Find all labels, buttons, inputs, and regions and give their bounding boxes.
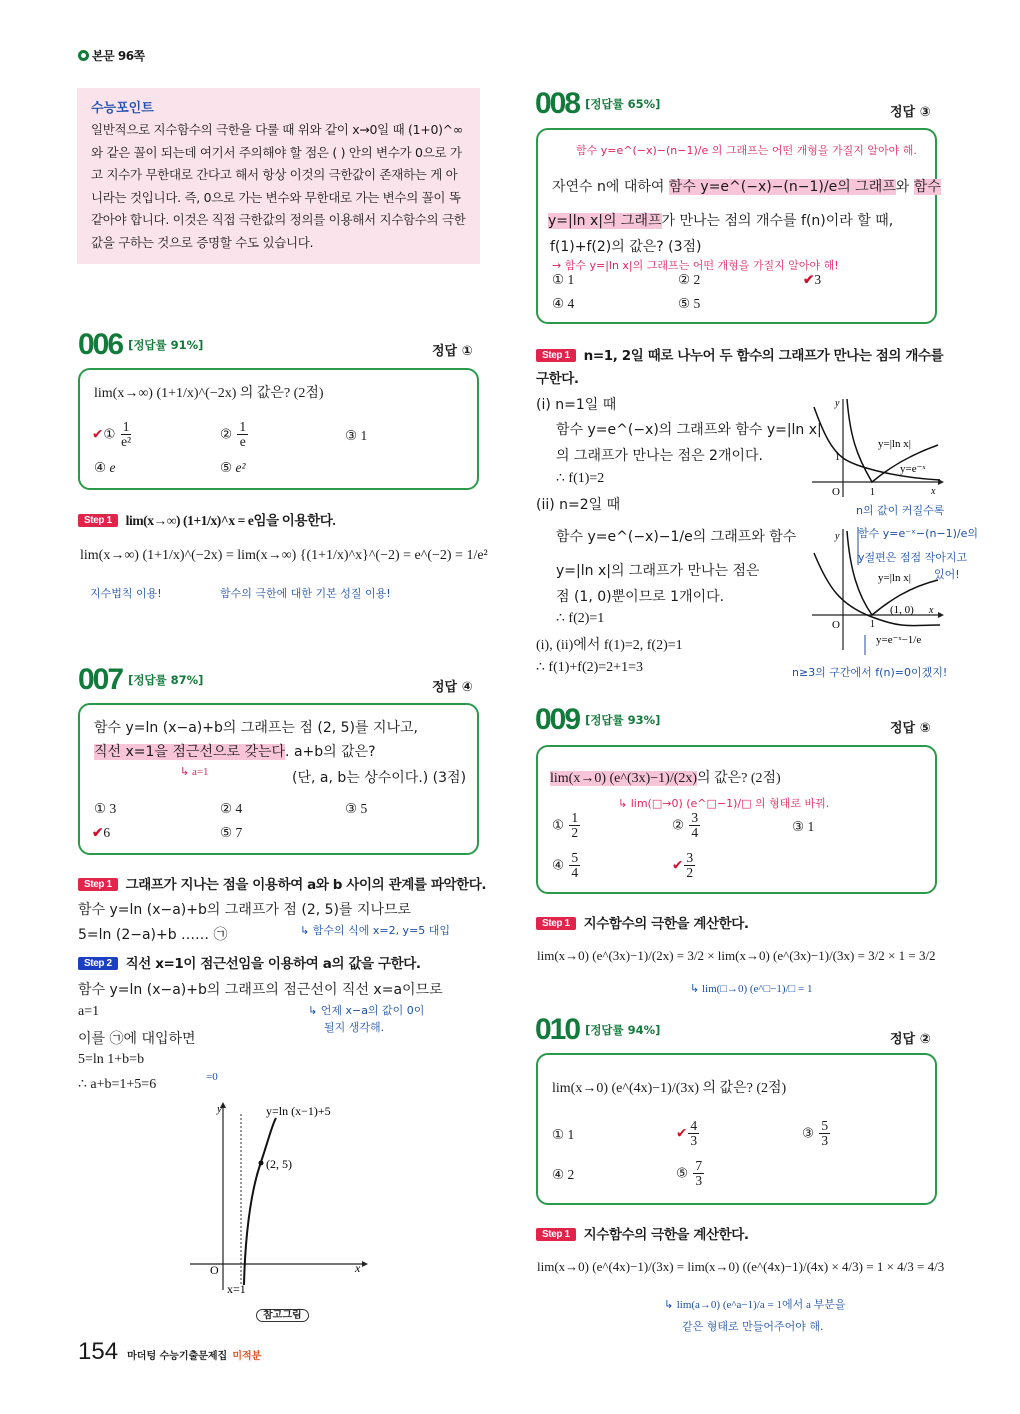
problem-008-header: 008 [정답률 65%] (535, 87, 661, 120)
step-badge: Step 1 (78, 514, 118, 527)
annotation: 같은 형태로 만들어주어야 해. (682, 1320, 824, 1333)
reference-text: 본문 96쪽 (92, 49, 145, 63)
annotation: 함수 y=e⁻ˣ−(n−1)/e의 (858, 527, 979, 540)
svg-text:1: 1 (870, 619, 875, 630)
point-label: (2, 5) (266, 1157, 292, 1171)
problem-009-header: 009 [정답률 93%] (535, 703, 661, 736)
problem-006-box (78, 368, 479, 490)
step-1-heading-cont: 구한다. (536, 371, 579, 387)
problem-008-box (536, 128, 941, 324)
annotation: n≥3의 구간에서 f(n)=0이겠지! (792, 666, 948, 679)
tip-text: 일반적으로 지수함수의 극한을 다룰 때 위와 같이 x→0일 때 (1+0)^∞ 와 같은 꼴이 되는데 여기서 주의해야 할 점은 ( ) 안의 변수가 0으로 가고 지수가 무한대로 간다고 해서 항상 이것의 극한값이 존재하는 게 아니라는 것입니다. 즉, 0으로 가는 변수와 무한대로 가는 변수의 꼴이 똑같아야 합니다. 이것은 직접 극한값의 정의를 이용해서 지수함수의 극한값을 구하는 것으로 증명할 수도 있습니다. (91, 122, 466, 250)
annotation: ↳ a=1 (180, 766, 209, 778)
choice-1[interactable]: ① $\frac{1}{2}$ (552, 810, 579, 841)
choice-4[interactable]: ④ 2 (552, 1167, 575, 1182)
graph-n2 (810, 525, 945, 655)
choice-2[interactable]: ② 4 (220, 801, 243, 816)
solution-line: ∴ f(1)+f(2)=2+1=3 (536, 660, 643, 675)
choice-2[interactable]: ② $\frac{1}{e}$ (220, 419, 247, 450)
choice-3[interactable]: ✔3 (803, 272, 822, 287)
reference-graph-007 (190, 1100, 370, 1300)
check-mark-icon: ✔ (803, 272, 815, 287)
annotation: ↳ lim(□→0) (e^□−1)/□ 의 형태로 바꿔. (618, 797, 830, 810)
choice-1[interactable]: ① 1 (552, 272, 575, 287)
question-text: y=|ln x|의 그래프가 만나는 점의 개수를 f(n)이라 할 때, (548, 213, 894, 229)
choice-1[interactable]: ① 1 (552, 1127, 575, 1142)
choice-4[interactable]: ④ $\frac{5}{4}$ (552, 850, 579, 881)
step-2-heading: Step 2 직선 x=1이 점근선임을 이용하여 a의 값을 구한다. (78, 952, 421, 972)
tip-title: 수능포인트 (91, 101, 154, 116)
annotation: ↳ lim(□→0) (e^□−1)/□ = 1 (690, 983, 813, 995)
svg-text:1: 1 (870, 487, 875, 498)
choice-2[interactable]: ② 2 (678, 272, 701, 287)
svg-text:O: O (832, 619, 840, 631)
svg-text:y=e⁻ˣ−1/e: y=e⁻ˣ−1/e (876, 634, 922, 646)
choice-2[interactable]: ✔ $\frac{4}{3}$ (676, 1118, 698, 1149)
solution-line: (i) n=1일 때 (536, 397, 617, 413)
choice-2[interactable]: ② $\frac{3}{4}$ (672, 810, 699, 841)
svg-text:y=e⁻ˣ: y=e⁻ˣ (900, 463, 926, 475)
choice-5[interactable]: ⑤ 5 (678, 296, 701, 311)
question-text: 직선 x=1을 점근선으로 갖는다. a+b의 값은? (94, 744, 376, 760)
choice-3[interactable]: ③ 1 (792, 819, 815, 834)
tip-box (77, 88, 480, 264)
choice-3[interactable]: ③ 1 (345, 428, 368, 443)
choice-5[interactable]: ✔ $\frac{3}{2}$ (672, 850, 694, 881)
annotation: n의 값이 커질수록 (856, 504, 945, 517)
svg-text:(1, 0): (1, 0) (890, 604, 914, 616)
annotation: 함수 y=e^(−x)−(n−1)/e 의 그래프는 어떤 개형을 가질지 알아야 해. (576, 144, 917, 157)
choice-1[interactable]: ✔① $\frac{1}{\text{e²}}$ (92, 419, 132, 450)
annotation: 될지 생각해. (324, 1021, 385, 1034)
book-title: 마더텅 수능기출문제집 (127, 1351, 228, 1362)
problem-010-header: 010 [정답률 94%] (535, 1013, 661, 1046)
page-reference (78, 47, 145, 64)
choice-3[interactable]: ③ $\frac{5}{3}$ (802, 1118, 829, 1149)
question-text: 함수 y=ln (x−a)+b의 그래프는 점 (2, 5)를 지나고, (94, 720, 418, 736)
svg-text:x: x (929, 605, 934, 616)
annotation: ↳ lim(a→0) (e^a−1)/a = 1에서 a 부분을 (664, 1298, 846, 1311)
step-1-heading: Step 1 지수함수의 극한을 계산한다. (536, 912, 749, 932)
equation: lim(x→0) (e^(4x)−1)/(3x) = lim(x→0) ((e^(4x)−1)/(4x) × 4/3) = 1 × 4/3 = 4/3 (537, 1259, 945, 1274)
svg-text:y: y (835, 531, 840, 542)
x-axis-arrow (362, 1261, 368, 1267)
answer-label: 정답 ① (432, 344, 473, 359)
solution-line: 5=ln (2−a)+b …… ㉠ (78, 927, 228, 943)
svg-text:O: O (832, 486, 840, 498)
svg-text:y=|ln x|: y=|ln x| (878, 572, 911, 584)
annotation: 있어! (934, 568, 960, 581)
point-marker (259, 1161, 264, 1166)
solution-line: (ii) n=2일 때 (536, 497, 621, 513)
solution-line: ∴ a+b=1+5=6 (78, 1077, 157, 1092)
solution-line: 의 그래프가 만나는 점은 2개이다. (556, 448, 763, 464)
choice-1[interactable]: ① 3 (94, 801, 117, 816)
annotation: 함수의 극한에 대한 기본 성질 이용! (220, 587, 391, 600)
annotation: y절편은 점점 작아지고 (858, 551, 968, 564)
annotation: → 함수 y=|ln x|의 그래프는 어떤 개형을 가질지 알아야 해! (552, 259, 839, 272)
x-label: x (355, 1261, 361, 1275)
solution-line: 함수 y=ln (x−a)+b의 그래프의 점근선이 직선 x=a이므로 (78, 982, 443, 998)
check-mark-icon: ✔ (92, 825, 104, 840)
solution-line: a=1 (78, 1004, 100, 1019)
question-text: f(1)+f(2)의 값은? (3점) (550, 239, 702, 255)
problem-010-box (536, 1053, 937, 1205)
solution-line: 함수 y=e^(−x)−1/e의 그래프와 함수 (556, 529, 797, 545)
log-curve (244, 1118, 276, 1285)
solution-line: y=|ln x|의 그래프가 만나는 점은 (556, 563, 760, 579)
answer-label: 정답 ③ (890, 105, 931, 120)
svg-text:y: y (835, 398, 840, 409)
annotation: ↳ 언제 x−a의 값이 0이 (308, 1004, 425, 1017)
graph-n1 (810, 395, 945, 500)
y-label: y (217, 1103, 222, 1115)
solution-line: 함수 y=ln (x−a)+b의 그래프가 점 (2, 5)를 지나므로 (78, 902, 412, 918)
curve-label: y=ln (x−1)+5 (266, 1104, 331, 1118)
origin-label: O (210, 1263, 219, 1277)
solution-line: ∴ f(2)=1 (556, 611, 605, 626)
annotation: ↳ 함수의 식에 x=2, y=5 대입 (300, 924, 451, 937)
svg-text:y=|ln x|: y=|ln x| (878, 438, 911, 450)
asymptote-label: x=1 (227, 1282, 246, 1296)
choice-4[interactable]: ✔6 (92, 825, 111, 840)
problem-009-box (536, 745, 937, 894)
equation: lim(x→∞) (1+1/x)^(−2x) = lim(x→∞) {(1+1/x)^x}^(−2) = e^(−2) = 1/e² (80, 548, 488, 563)
check-mark-icon: ✔ (676, 1125, 688, 1142)
solution-line: ∴ f(1)=2 (556, 471, 605, 486)
step-1-heading: Step 1 n=1, 2일 때로 나누어 두 함수의 그래프가 만나는 점의 개수를 (536, 344, 943, 364)
choice-4[interactable]: ④ e (94, 460, 116, 475)
solution-line: 함수 y=e^(−x)의 그래프와 함수 y=|ln x| (556, 422, 822, 438)
question-condition: (단, a, b는 상수이다.) (3점) (292, 770, 467, 786)
solution-line: 점 (1, 0)뿐이므로 1개이다. (556, 589, 725, 605)
step-1-heading: Step 1 lim(x→∞) (1+1/x)^x = e임을 이용한다. (78, 509, 335, 529)
choice-5[interactable]: ⑤ $\frac{7}{3}$ (676, 1158, 703, 1189)
annotation: =0 (206, 1071, 218, 1083)
svg-text:1: 1 (835, 452, 840, 463)
circle-bullet-icon (78, 50, 89, 61)
problem-007-header: 007 [정답률 87%] (78, 663, 204, 696)
problem-007-box (78, 703, 479, 855)
choice-4[interactable]: ④ 4 (552, 296, 575, 311)
answer-label: 정답 ② (890, 1032, 931, 1047)
svg-text:x: x (931, 486, 936, 497)
choice-5[interactable]: ⑤ 7 (220, 825, 243, 840)
reference-figure-tag: 참고그림 (256, 1303, 309, 1322)
solution-line: (i), (ii)에서 f(1)=2, f(2)=1 (536, 638, 683, 653)
question-text: lim(x→∞) (1+1/x)^(−2x) 의 값은? (2점) (94, 386, 324, 401)
page-number: 154 (78, 1338, 119, 1365)
step-1-heading: Step 1 그래프가 지나는 점을 이용하여 a와 b 사이의 관계를 파악한다. (78, 873, 486, 893)
question-text: lim(x→0) (e^(4x)−1)/(3x) 의 값은? (2점) (552, 1081, 787, 1096)
annotation: 지수법칙 이용! (90, 587, 162, 600)
choice-3[interactable]: ③ 5 (345, 801, 368, 816)
check-mark-icon: ✔ (672, 857, 684, 874)
equation: lim(x→0) (e^(3x)−1)/(2x) = 3/2 × lim(x→0) (e^(3x)−1)/(3x) = 3/2 × 1 = 3/2 (537, 948, 936, 963)
question-text: 자연수 n에 대하여 함수 y=e^(−x)−(n−1)/e의 그래프와 함수 (552, 179, 941, 195)
problem-006-header (78, 328, 203, 362)
solution-line: 5=ln 1+b=b (78, 1052, 145, 1067)
choice-5[interactable]: ⑤ e² (220, 460, 246, 475)
footer (78, 1338, 261, 1366)
answer-label: 정답 ④ (432, 680, 473, 695)
subject-label: 미적분 (232, 1351, 262, 1362)
solution-line: 이를 ㉠에 대입하면 (78, 1031, 196, 1047)
correct-rate: [정답률 91%] (128, 338, 204, 352)
step-1-heading: Step 1 지수함수의 극한을 계산한다. (536, 1223, 749, 1243)
check-mark-icon: ✔ (92, 426, 104, 443)
answer-label: 정답 ⑤ (890, 721, 931, 736)
question-text: lim(x→0) (e^(3x)−1)/(2x)의 값은? (2점) (550, 771, 781, 786)
problem-number: 006 (78, 328, 123, 361)
